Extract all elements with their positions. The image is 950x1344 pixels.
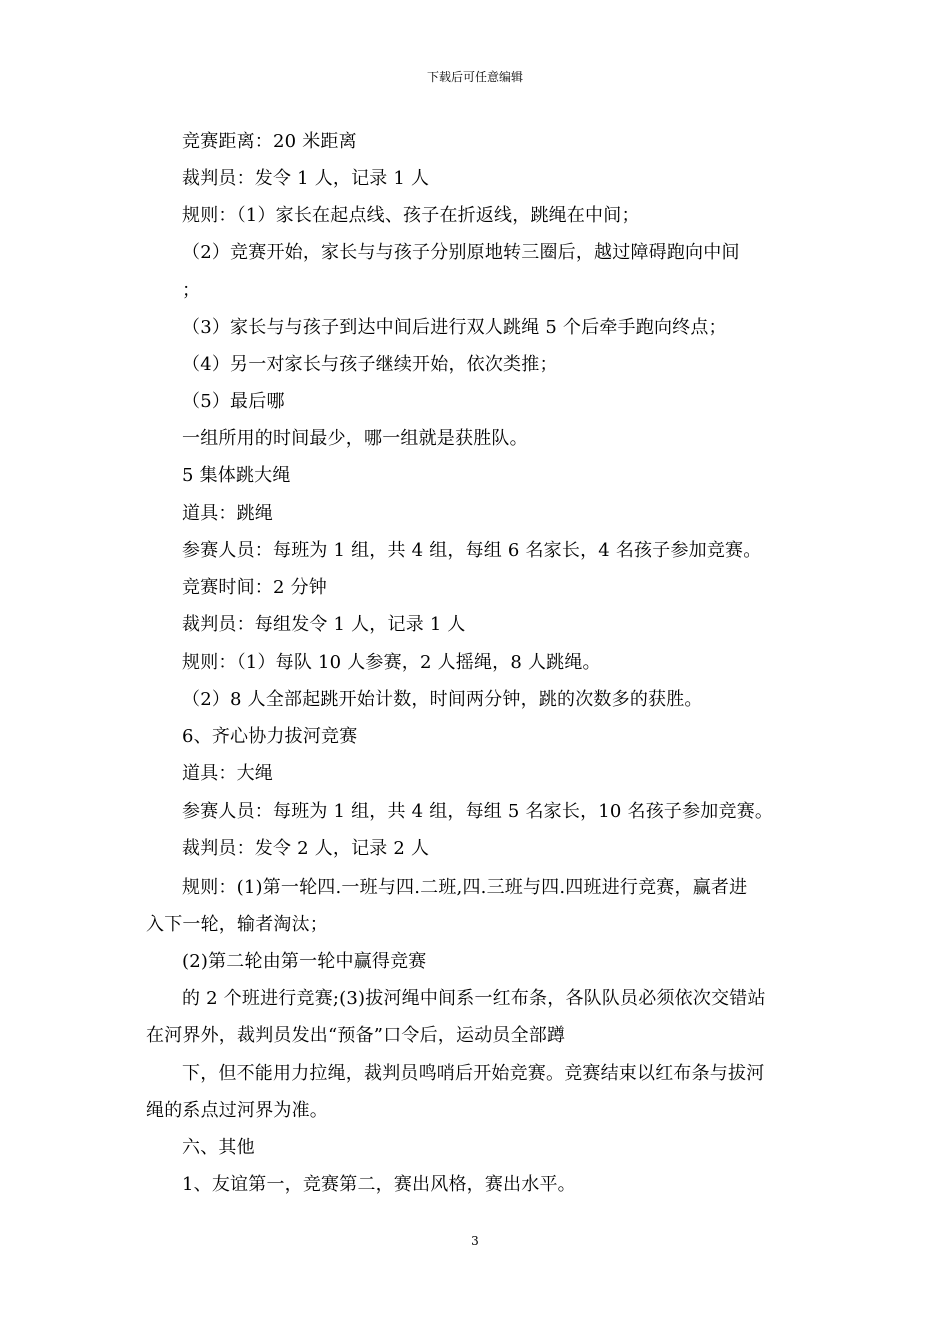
text-line: 1、友谊第一，竞赛第二，赛出风格，赛出水平。	[182, 1174, 576, 1195]
text-line: 一组所用的时间最少，哪一组就是获胜队。	[182, 428, 528, 449]
text-line: 在河界外，裁判员发出“预备”口令后，运动员全部蹲	[146, 1025, 566, 1046]
text-line: （5）最后哪	[182, 391, 285, 412]
text-line: 的 2 个班进行竞赛;(3)拔河绳中间系一红布条，各队队员必须依次交错站	[182, 988, 766, 1009]
text-line: 竞赛时间：2 分钟	[182, 577, 327, 598]
text-line: 裁判员：发令 1 人，记录 1 人	[182, 168, 430, 189]
text-line: 入下一轮，输者淘汰；	[146, 914, 328, 935]
text-line: （2）竞赛开始，家长与与孩子分别原地转三圈后，越过障碍跑向中间	[182, 242, 740, 263]
text-line: （3）家长与与孩子到达中间后进行双人跳绳 5 个后牵手跑向终点；	[182, 317, 727, 338]
text-line: 5 集体跳大绳	[182, 465, 291, 486]
text-line: ；	[182, 280, 201, 301]
text-line: 绳的系点过河界为准。	[146, 1100, 328, 1121]
text-line: 裁判员：发令 2 人，记录 2 人	[182, 838, 430, 859]
text-line: (2)第二轮由第一轮中赢得竞赛	[182, 951, 427, 972]
page-header: 下载后可任意编辑	[426, 70, 523, 84]
text-line: 6、齐心协力拔河竞赛	[182, 726, 358, 747]
text-line: 竞赛距离：20 米距离	[182, 131, 357, 152]
text-line: 道具：跳绳	[182, 503, 273, 524]
text-line: （4）另一对家长与孩子继续开始，依次类推；	[182, 354, 558, 375]
text-line: 规则：（1）每队 10 人参赛，2 人摇绳，8 人跳绳。	[182, 652, 601, 673]
text-line: 下，但不能用力拉绳，裁判员鸣哨后开始竞赛。竞赛结束以红布条与拔河	[182, 1063, 765, 1084]
text-line: （2）8 人全部起跳开始计数，时间两分钟，跳的次数多的获胜。	[182, 689, 703, 710]
text-line: 道具：大绳	[182, 763, 273, 784]
text-line: 裁判员：每组发令 1 人，记录 1 人	[182, 614, 466, 635]
text-line: 参赛人员：每班为 1 组，共 4 组，每组 5 名家长，10 名孩子参加竞赛。	[182, 801, 774, 822]
text-line: 规则：（1）家长在起点线、孩子在折返线，跳绳在中间；	[182, 205, 640, 226]
page-number: 3	[471, 1234, 479, 1248]
text-line: 规则：(1)第一轮四.一班与四.二班,四.三班与四.四班进行竞赛，赢者进	[182, 877, 748, 898]
text-line: 六、其他	[182, 1137, 255, 1158]
text-line: 参赛人员：每班为 1 组，共 4 组，每组 6 名家长，4 名孩子参加竞赛。	[182, 540, 762, 561]
